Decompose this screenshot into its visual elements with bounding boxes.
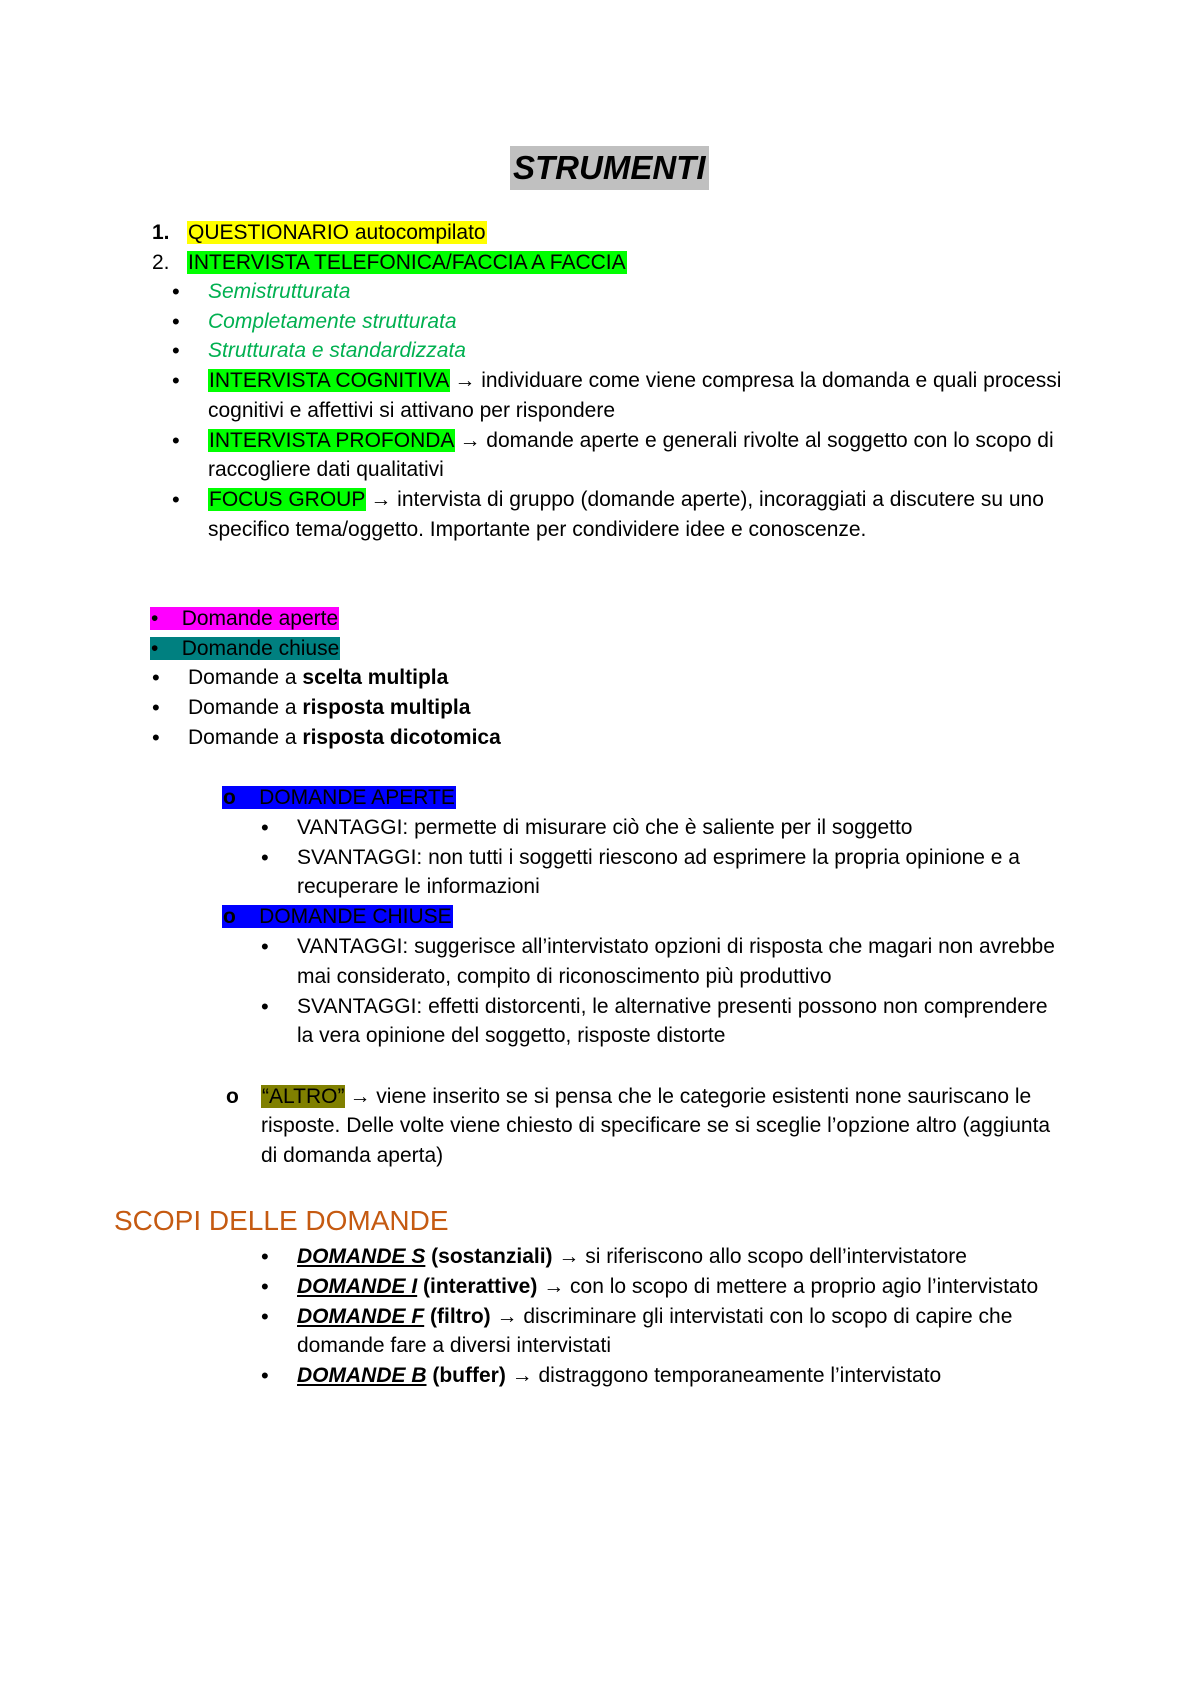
label-cognitiva: INTERVISTA COGNITIVA (209, 369, 450, 392)
bullet: • (172, 428, 180, 453)
scopo-s-label: DOMANDE S (297, 1245, 426, 1268)
type-scelta: scelta multipla (302, 666, 449, 689)
item-intervista: INTERVISTA TELEFONICA/FACCIA A FACCIA (188, 251, 626, 274)
bullet: • (151, 607, 159, 630)
aperte-vantaggi: VANTAGGI: permette di misurare ciò che è saliente per il soggetto (297, 816, 913, 839)
scopo-f-paren: (filtro) (424, 1305, 497, 1328)
bullet: • (172, 338, 180, 363)
heading-chiuse (222, 905, 453, 928)
scopo-f-text-2: domande fare a diversi intervistati (297, 1334, 611, 1357)
label-altro: “ALTRO” (262, 1085, 345, 1108)
scopo-f-text: discriminare gli intervistati con lo scopo di capire che (517, 1305, 1013, 1328)
bullet: • (261, 1363, 269, 1388)
chiuse-svantaggi-2: la vera opinione del soggetto, risposte distorte (297, 1024, 726, 1047)
type-dicotomica: risposta dicotomica (302, 726, 501, 749)
scopo-s-text: si riferiscono allo scopo dell’intervistatore (579, 1245, 967, 1268)
item-questionario: QUESTIONARIO autocompilato (188, 221, 486, 244)
arrow-icon: → (558, 1245, 580, 1268)
chiuse-svantaggi-1: SVANTAGGI: effetti distorcenti, le alternative presenti possono non comprendere (297, 995, 1048, 1018)
sub-semistrutturata: Semistrutturata (208, 280, 351, 303)
scopo-i-paren: (interattive) (417, 1275, 544, 1298)
bullet: • (261, 1244, 269, 1269)
bullet: • (152, 695, 160, 720)
text-focus-1: intervista di gruppo (domande aperte), incoraggiati a discutere su uno (391, 488, 1044, 511)
arrow-icon: → (370, 488, 392, 511)
chiuse-vantaggi-2: mai considerato, compito di riconoscimento più produttivo (297, 965, 832, 988)
bullet: • (261, 1274, 269, 1299)
scopo-b-label: DOMANDE B (297, 1364, 427, 1387)
scopo-f-label: DOMANDE F (297, 1305, 425, 1328)
scopo-b-paren: (buffer) (426, 1364, 512, 1387)
bullet: • (172, 279, 180, 304)
scopo-b-text: distraggono temporaneamente l’intervistato (532, 1364, 942, 1387)
bullet: • (152, 665, 160, 690)
aperte-svantaggi-1: SVANTAGGI: non tutti i soggetti riescono ad esprimere la propria opinione e a (297, 846, 1020, 869)
arrow-icon: → (349, 1085, 371, 1108)
sub-completamente: Completamente strutturata (208, 310, 457, 333)
bullet: • (261, 1304, 269, 1329)
type-prefix: Domande a (188, 666, 303, 689)
number-2: 2. (152, 251, 170, 274)
type-aperte-label: Domande aperte (181, 607, 339, 630)
altro-text-1: viene inserito se si pensa che le categorie esistenti none sauriscano le (370, 1085, 1032, 1108)
text-cognitiva-2: cognitivi e affettivi si attivano per rispondere (208, 399, 615, 422)
arrow-icon: → (496, 1305, 518, 1328)
type-prefix: Domande a (188, 696, 303, 719)
text-focus-2: specifico tema/oggetto. Importante per condividere idee e conoscenze. (208, 518, 867, 541)
altro-text-2: risposte. Delle volte viene chiesto di specificare se si sceglie l’opzione altro (aggiunta (261, 1114, 1051, 1137)
bullet: • (261, 994, 269, 1019)
arrow-icon: → (454, 369, 476, 392)
heading-aperte (222, 786, 456, 809)
bullet: • (261, 934, 269, 959)
number-1: 1. (152, 221, 170, 244)
label-profonda: INTERVISTA PROFONDA (209, 429, 455, 452)
scopo-s-paren: (sostanziali) (425, 1245, 559, 1268)
bullet: • (151, 637, 159, 660)
label-focus: FOCUS GROUP (209, 488, 366, 511)
bullet: • (261, 815, 269, 840)
type-risposta: risposta multipla (302, 696, 471, 719)
sub-standardizzata: Strutturata e standardizzata (208, 339, 466, 362)
type-chiuse-label: Domande chiuse (181, 637, 340, 660)
type-prefix: Domande a (188, 726, 303, 749)
heading-aperte-label: DOMANDE APERTE (259, 786, 455, 809)
text-cognitiva-1: individuare come viene compresa la domanda e quali processi (475, 369, 1062, 392)
arrow-icon: → (543, 1275, 565, 1298)
chiuse-vantaggi-1: VANTAGGI: suggerisce all’intervistato opzioni di risposta che magari non avrebbe (297, 935, 1055, 958)
heading-chiuse-label: DOMANDE CHIUSE (259, 905, 452, 928)
bullet: • (261, 845, 269, 870)
aperte-svantaggi-2: recuperare le informazioni (297, 875, 540, 898)
scopo-i-text: con lo scopo di mettere a proprio agio l’intervistato (564, 1275, 1039, 1298)
arrow-icon: → (459, 429, 481, 452)
bullet: • (172, 309, 180, 334)
page-title: STRUMENTI (510, 146, 709, 190)
text-profonda-1: domande aperte e generali rivolte al soggetto con lo scopo di (480, 429, 1054, 452)
section-heading-scopi: SCOPI DELLE DOMANDE (114, 1205, 449, 1236)
bullet: • (172, 368, 180, 393)
text-profonda-2: raccogliere dati qualitativi (208, 458, 444, 481)
bullet: • (172, 487, 180, 512)
altro-text-3: di domanda aperta) (261, 1144, 444, 1167)
scopo-i-label: DOMANDE I (297, 1275, 418, 1298)
circle-marker: o (223, 786, 236, 809)
type-chiuse (150, 637, 340, 660)
type-aperte (150, 607, 339, 630)
circle-marker: o (223, 905, 236, 928)
arrow-icon: → (511, 1364, 533, 1387)
circle-marker: o (226, 1085, 239, 1108)
bullet: • (152, 725, 160, 750)
